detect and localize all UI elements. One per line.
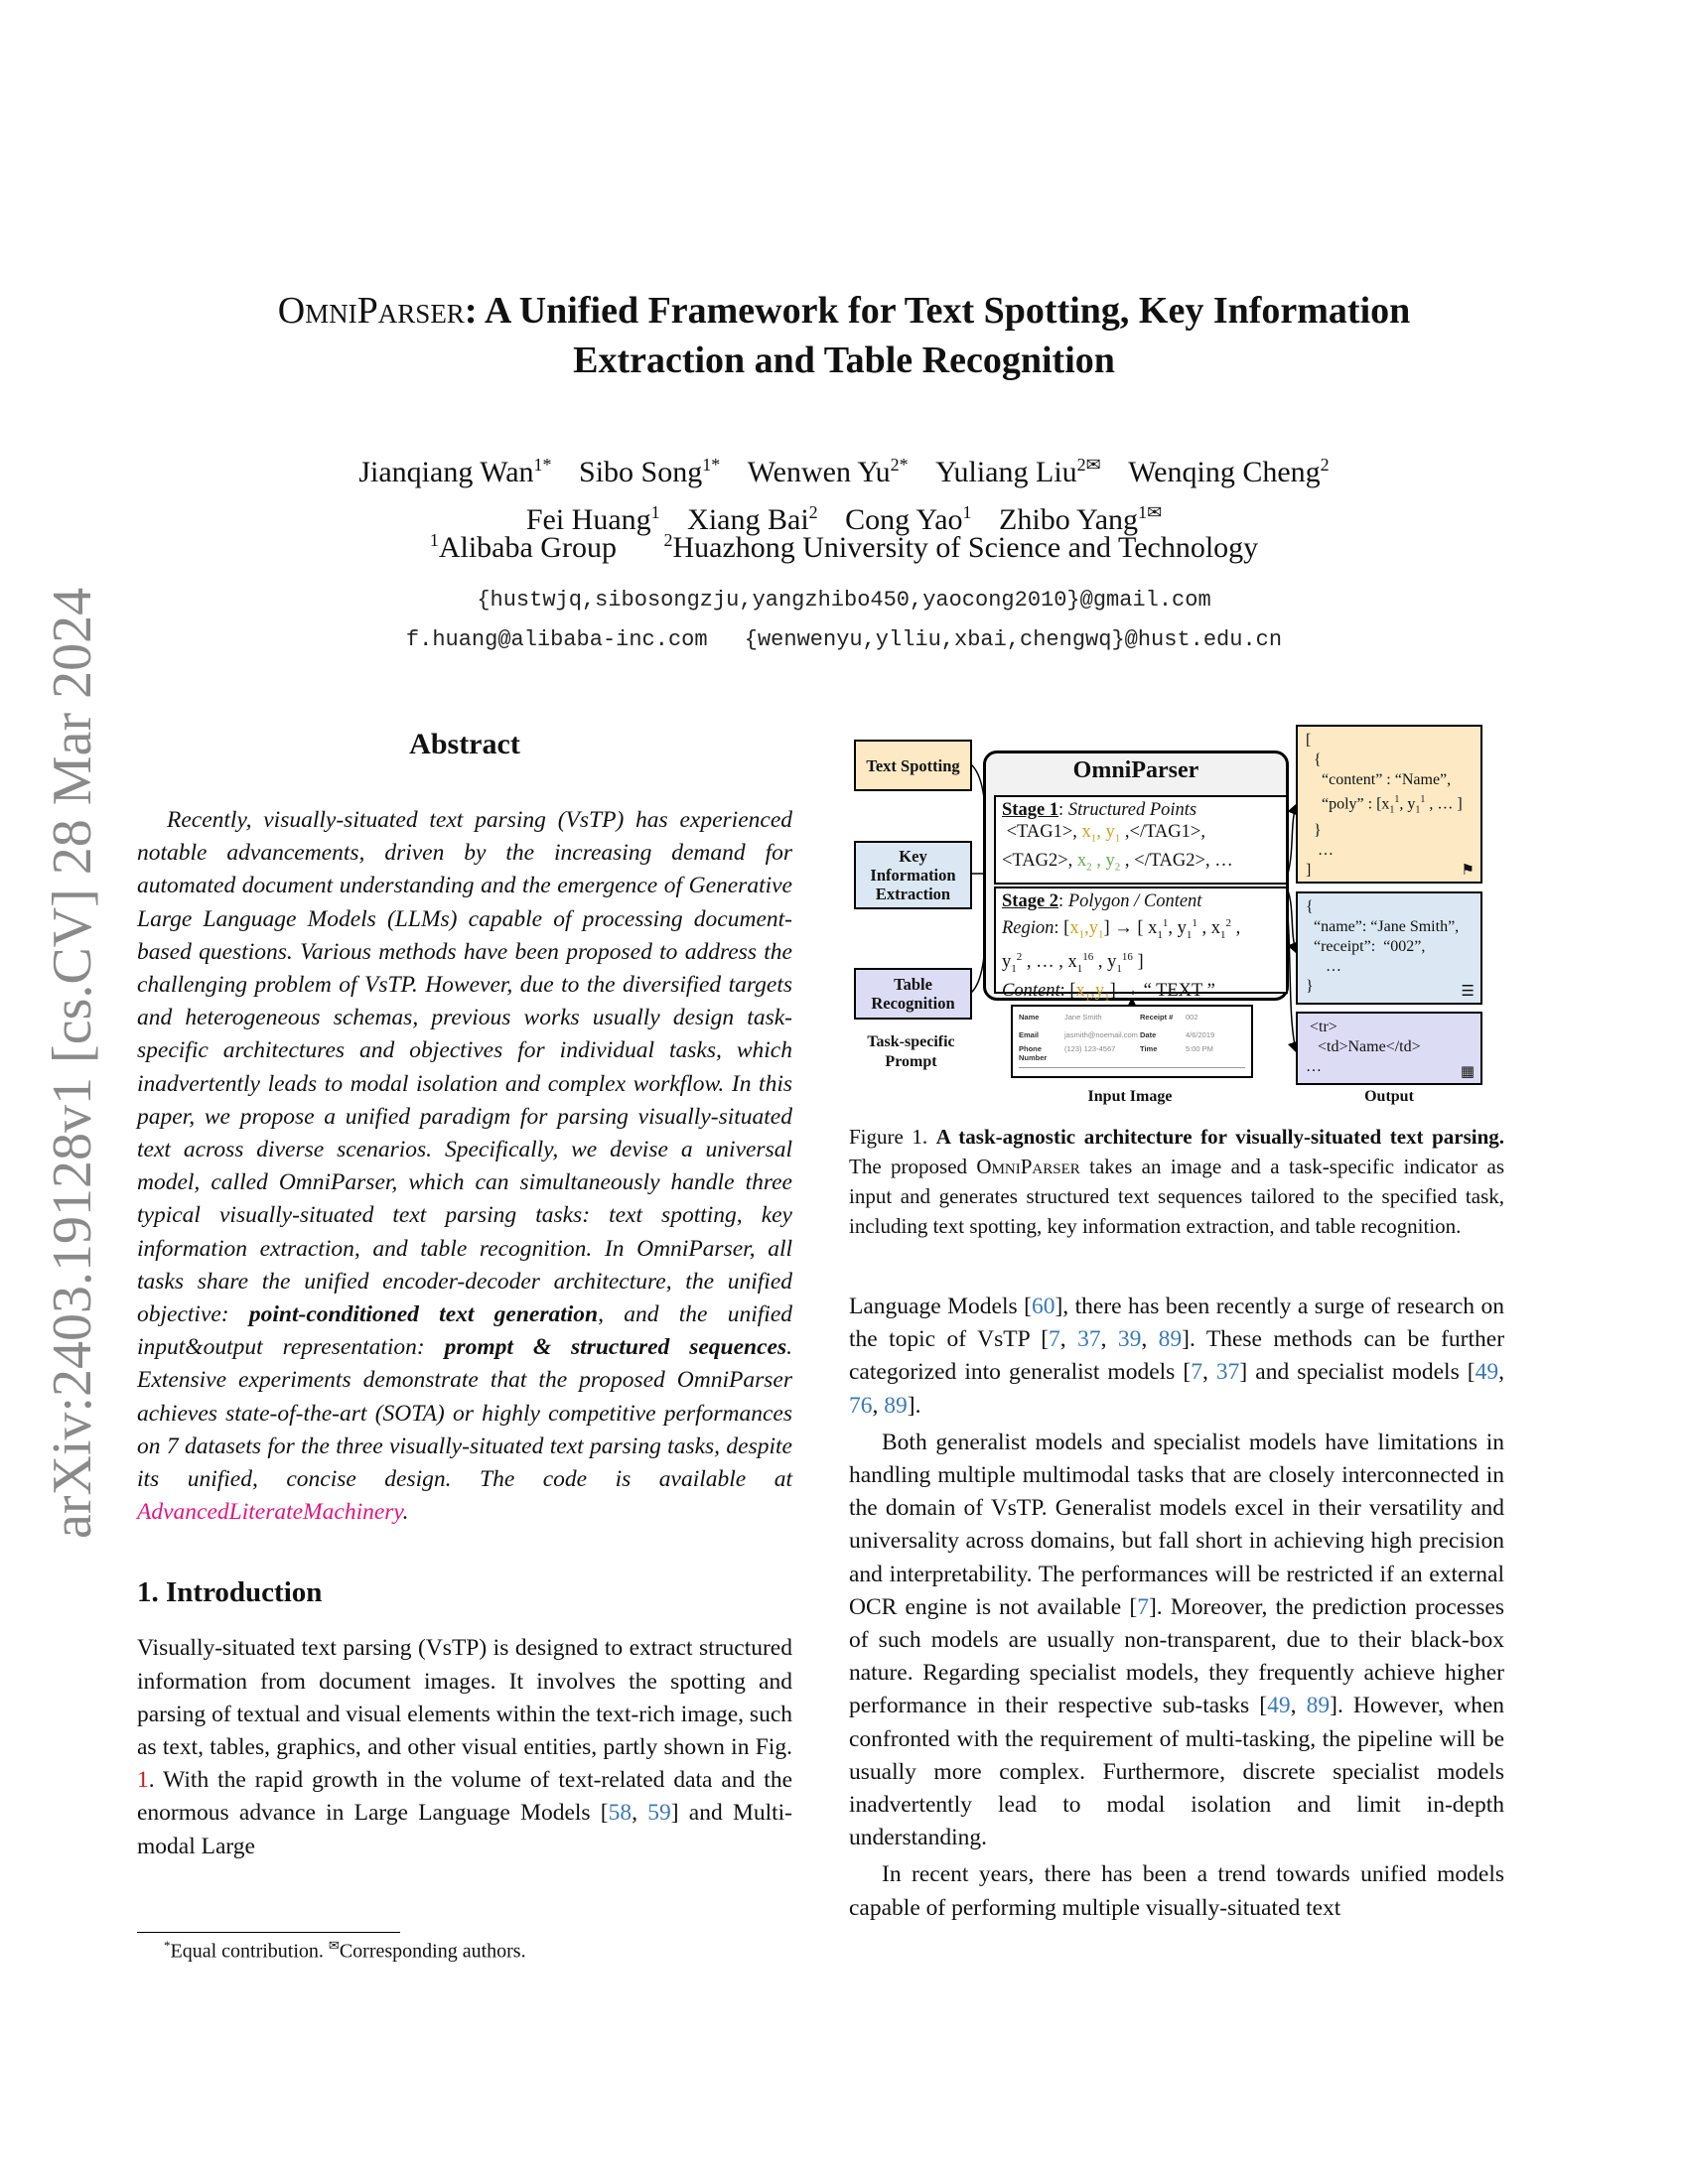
affiliation: $^2$Huazhong University of Science and Technology xyxy=(663,530,1259,564)
input-image-receipt: Name Jane Smith Receipt # 002 Email jasmith@noemail.com Date 4/6/2019 Phone Number (123) 123-4567 Time 5:00 PM xyxy=(1011,1005,1253,1078)
abstract-bold-representation: prompt & structured sequences xyxy=(444,1334,787,1361)
stage-2-box: Stage 2: Polygon / Content Region: $[x_1,y_1]$ → [ $x_1^1$, $y_1^1$ , $x_1^2$ , $y_1^2$ , … , $x_1^{16}$ , $y_1^{16}$ ] Content: $[x_1,y_1]$ → “ TEXT ” xyxy=(994,887,1288,994)
citation-link[interactable]: 89 xyxy=(1158,1326,1183,1353)
email-alibaba: f.huang@alibaba-inc.com xyxy=(405,627,708,652)
list-icon: ☰ xyxy=(1461,982,1475,1000)
citation-link[interactable]: 39 xyxy=(1117,1326,1142,1353)
paper-title xyxy=(149,286,1539,385)
footnote: *Equal contribution. ✉Corresponding authors. xyxy=(164,1938,526,1963)
stage-1-box: Stage 1: Structured Points <TAG1>, $x_1$, $y_1$ ,</TAG1>, <TAG2>, $x_2$ , $y_2$ , </TAG2>, … xyxy=(994,795,1288,885)
title-name: OmniParser xyxy=(277,290,465,332)
author: Fei Huang$^1$ xyxy=(525,502,660,536)
email-hust: {wenwenyu,ylliu,xbai,chengwq}@hust.edu.cn xyxy=(744,627,1283,652)
affiliations xyxy=(149,530,1539,565)
title-rest: : A Unified Framework for Text Spotting, Key Information xyxy=(464,290,1411,332)
omniparser-title: OmniParser xyxy=(1072,757,1199,783)
figure-ref-link[interactable]: 1 xyxy=(137,1767,149,1794)
output-text-spotting: [ { “content” : “Name”, “poly” : [$x_1^1$, $y_1^1$ , … ] } … ] ⚑ xyxy=(1296,725,1482,884)
author-list xyxy=(149,445,1539,540)
author: Wenwen $Yu^{2*}$ xyxy=(747,455,909,488)
left-column xyxy=(137,725,792,1863)
intro-paragraph-trend: In recent years, there has been a trend towards unified models capable of performing multiple visually-situated text xyxy=(849,1861,1504,1921)
citation-link[interactable]: 89 xyxy=(1306,1693,1331,1719)
output-key-information: { “name”: “Jane Smith”, “receipt”: “002”, … } ☰ xyxy=(1296,891,1482,1005)
intro-paragraph-limitations: Both generalist models and specialist models have limitations in handling multiple multimodal tasks that are closely interconnected in the domain of VsTP. Generalist models excel in their versatility and universality across domains, but fall short in achieving high precision and interpretability. The performances will be restricted if an external OCR engine is not available [7]. Moreover, the prediction processes of such models are usually non-transparent, due to their black-box nature. Regarding specialist models, they frequently achieve higher performance in their respective sub-tasks [49, 89]. However, when confronted with the requirement of multi-tasking, the pipeline will be usually more complex. Furthermore, discrete specialist models inadvertently lead to modal isolation and limit in-depth understanding. xyxy=(849,1429,1504,1851)
title-line2: Extraction and Table Recognition xyxy=(573,340,1115,381)
input-image-label: Input Image xyxy=(1087,1088,1173,1105)
figure-1-architecture xyxy=(844,725,1519,1122)
author: Zhibo Yang$^{1✉}$ xyxy=(999,502,1163,536)
author: Cong Yao$^1$ xyxy=(845,502,972,536)
right-column xyxy=(849,1291,1504,1925)
citation-link[interactable]: 7 xyxy=(1137,1593,1149,1620)
output-label: Output xyxy=(1364,1088,1414,1105)
citation-link[interactable]: 59 xyxy=(647,1800,671,1827)
citation-link[interactable]: 49 xyxy=(1475,1359,1499,1386)
author: Yuliang Liu$^{2✉}$ xyxy=(935,455,1101,488)
citation-link[interactable]: 58 xyxy=(608,1800,633,1827)
footnote-divider xyxy=(137,1932,400,1933)
citation-link[interactable]: 7 xyxy=(1191,1359,1202,1386)
citation-link[interactable]: 37 xyxy=(1215,1359,1240,1386)
abstract-bold-objective: point-conditioned text generation xyxy=(248,1301,599,1328)
table-grid-icon: ▦ xyxy=(1460,1062,1475,1080)
code-link[interactable]: AdvancedLiterateMachinery xyxy=(137,1499,403,1526)
affiliation: $^1$Alibaba Group xyxy=(429,530,617,564)
task-prompt-table-recognition: Table Recognition xyxy=(854,968,972,1020)
figure-1-caption: Figure 1. A task-agnostic architecture for visually-situated text parsing. The proposed OmniParser takes an image and a task-specific indicator as input and generates structured text sequences tailored to the specified task, including text spotting, key information extraction, and table recognition. xyxy=(849,1125,1505,1238)
intro-paragraph-continued: Language Models [60], there has been recently a surge of research on the topic of VsTP [7, 37, 39, 89]. These methods can be further categorized into generalist models [7, 37] and specialist models [49, 76, 89]. xyxy=(849,1294,1505,1419)
introduction-heading: 1. Introduction xyxy=(137,1576,323,1609)
omniparser-model-box xyxy=(983,751,1289,1004)
signpost-icon: ⚑ xyxy=(1461,861,1475,879)
author: Sibo Song$^{1*}$ xyxy=(579,455,721,488)
arxiv-identifier-stamp: arXiv:2403.19128v1 [cs.CV] 28 Mar 2024 xyxy=(42,587,103,1539)
email-line-1: {hustwjq,sibosongzju,yangzhibo450,yaocong2010}@gmail.com xyxy=(477,588,1211,613)
citation-link[interactable]: 7 xyxy=(1049,1326,1060,1353)
introduction-paragraph: Visually-situated text parsing (VsTP) is designed to extract structured information from document images. It involves the spotting and parsing of textual and visual elements within the text-rich image, such as text, tables, graphics, and other visual entities, partly shown in Fig. 1. With the rapid growth in the volume of text-related data and the enormous advance in Large Language Models [58, 59] and Multi-modal Large xyxy=(137,1635,792,1859)
citation-link[interactable]: 49 xyxy=(1267,1693,1291,1719)
task-prompt-key-information-extraction: Key Information Extraction xyxy=(854,841,972,909)
abstract-heading: Abstract xyxy=(409,728,520,760)
author: Wenqing Cheng$^2$ xyxy=(1128,455,1330,488)
task-specific-prompt-label: Task-specific Prompt xyxy=(867,1033,955,1070)
citation-link[interactable]: 37 xyxy=(1077,1326,1101,1353)
citation-link[interactable]: 89 xyxy=(884,1392,908,1419)
output-table: <tr> <td>Name</td> … ▦ xyxy=(1296,1012,1482,1085)
author: Xiang Bai$^2$ xyxy=(687,502,818,536)
author: Jianqiang Wan$^{1*}$ xyxy=(358,455,552,488)
citation-link[interactable]: 60 xyxy=(1031,1294,1055,1319)
task-prompt-text-spotting: Text Spotting xyxy=(854,740,972,791)
email-line-2 xyxy=(149,627,1539,652)
abstract-text: Recently, visually-situated text parsing (VsTP) has experienced notable advancements, driven by the increasing demand for automated document understanding and the emergence of Generative Large Language Models (LLMs) capable of processing document-based questions. Various methods have been proposed to address the challenging problem of VsTP. However, due to the diversified targets and heterogeneous schemas, previous works usually design task-specific architectures and objectives for individual tasks, which inadvertently leads to modal isolation and complex workflow. In this paper, we propose a unified paradigm for parsing visually-situated text across diverse scenarios. Specifically, we devise a universal model, called OmniParser, which can simultaneously handle three typical visually-situated text parsing tasks: text spotting, key information extraction, and table recognition. In OmniParser, all tasks share the unified encoder-decoder architecture, the unified objective: point-conditioned text generation, and the unified input&output representation: prompt & structured sequences. Extensive experiments demonstrate that the proposed OmniParser achieves state-of-the-art (SOTA) or highly competitive performances on 7 datasets for the three visually-situated text parsing tasks, despite its unified, concise design. The code is available at AdvancedLiterateMachinery. xyxy=(137,807,793,1526)
citation-link[interactable]: 76 xyxy=(849,1392,873,1419)
